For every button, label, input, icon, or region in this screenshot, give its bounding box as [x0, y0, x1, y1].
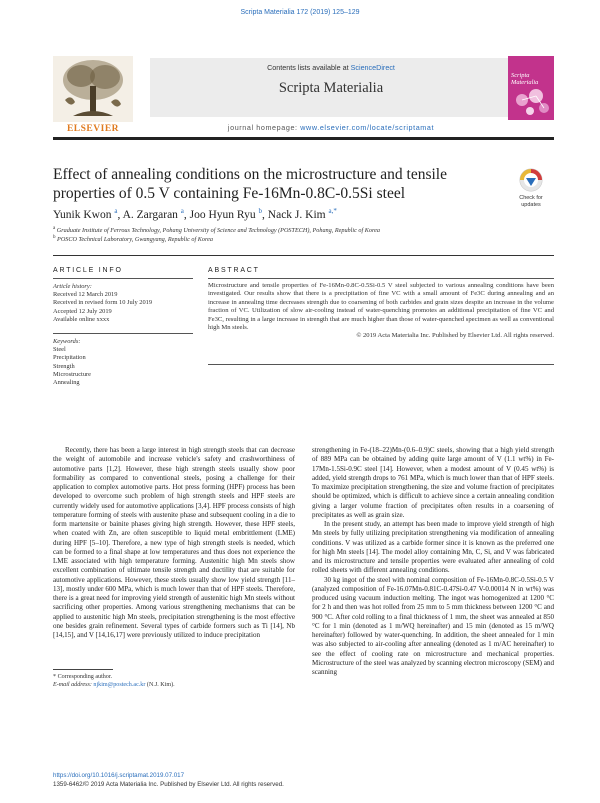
- body-paragraph: In the present study, an attempt has been made to improve yield strength of high Mn steels by fully utilizing precipitation strengthening via modification of annealing conditions. V was utilized as a carbide former since it is known as the preferred one for high Mn steels [14]. The model alloy containing Mn, C, Si, and V was fabricated and its microstructure and tensile properties were evaluated after annealing of cold rolled sheets with different annealing conditions.: [312, 520, 554, 575]
- affiliation-mark: b: [53, 235, 56, 240]
- affiliation: [53, 235, 213, 243]
- abstract-bottom-rule: [208, 364, 554, 365]
- badge-line-1: Check for: [519, 195, 543, 201]
- author-name[interactable]: Nack J. Kim: [267, 208, 326, 221]
- abstract-heading: ABSTRACT: [208, 267, 260, 274]
- homepage-link[interactable]: www.elsevier.com/locate/scriptamat: [300, 123, 435, 132]
- body-column-right: [312, 446, 554, 677]
- author-name[interactable]: Joo Hyun Ryu: [189, 208, 256, 221]
- author-affil-mark[interactable]: a: [180, 207, 184, 215]
- body-column-left: [53, 446, 295, 640]
- history-item: Accepted 12 July 2019: [53, 307, 112, 315]
- contents-prefix: Contents lists available at: [267, 63, 351, 72]
- history-item: Received 12 March 2019: [53, 291, 118, 299]
- affiliation-text: POSCO Technical Laboratory, Gwangyang, Republic of Korea: [57, 236, 213, 244]
- paper-title: Effect of annealing conditions on the microstructure and tensile properties of 0.5 V containing Fe-16Mn-0.8C-0.5Si steel: [53, 166, 447, 202]
- keywords-block: [53, 338, 198, 387]
- corresponding-author-label: * Corresponding author.: [53, 674, 113, 680]
- publisher-wordmark: ELSEVIER: [66, 124, 120, 134]
- email-suffix: (N.J. Kim).: [145, 682, 175, 688]
- contents-available-line: [150, 63, 512, 72]
- keyword: Precipitation: [53, 354, 86, 362]
- header-divider: [53, 137, 554, 140]
- keyword: Microstructure: [53, 370, 91, 378]
- sciencedirect-link[interactable]: ScienceDirect: [350, 63, 395, 72]
- check-for-updates-badge[interactable]: [512, 166, 550, 210]
- journal-reference[interactable]: Scripta Materialia 172 (2019) 125–129: [240, 9, 360, 16]
- history-item: Received in revised form 10 July 2019: [53, 299, 153, 307]
- homepage-prefix: journal homepage:: [227, 123, 301, 132]
- article-history: [53, 283, 198, 324]
- keyword: Steel: [53, 346, 66, 354]
- journal-homepage-line: [150, 123, 512, 132]
- author-affil-mark[interactable]: a: [114, 207, 118, 215]
- keyword: Annealing: [53, 379, 80, 387]
- abstract-block: [208, 282, 554, 341]
- issn-copyright-line: 1359-6462/© 2019 Acta Materialia Inc. Published by Elsevier Ltd. All rights reserved.: [53, 781, 284, 788]
- article-info-rule: [53, 278, 193, 279]
- author-name[interactable]: A. Zargaran: [122, 208, 178, 221]
- abstract-text: Microstructure and tensile properties of Fe-16Mn-0.8C-0.5Si-0.5 V steel subjected to various annealing conditions have been investigated. Our results show that there is a precipitation of fine VC with a small amount of Fe3C during annealing and an increase in annealing time decreases strength due to coarsening of both carbides and grain sizes despite an increase in the volume fraction of VC. Utilization of slow air-cooling instead of water-quenching promotes an additional precipitation of fine VC and Fe3C, resulting in a large increase in strength that are much higher than those of water-quenched specimen as well as conventional high Mn steels.: [208, 282, 554, 332]
- abstract-copyright: © 2019 Acta Materialia Inc. Published by Elsevier Ltd. All rights reserved.: [356, 332, 554, 340]
- author-list: Yunik Kwon $^a$, A. Zargaran $^a$, Joo Hyun Ryu $^b$, Nack J. Kim $^{a,*}$: [53, 207, 337, 221]
- body-paragraph: Recently, there has been a large interest in high strength steels that can decrease the weight of automobile and increase vehicle's safety and crashworthiness of automotive parts [1,2]. However, these high strength steels usually show poor formability as compared to conventional steels, posing a challenge for their application to complex automotive parts. Hot press forming (HPF) process has been developed to overcome such problem of high strength steels and HPF steels are currently widely used for automotive applications [3,4]. HPF process consists of high temperature forming of steels with austenite phase and subsequent cooling in a die to form martensite or bainite phases giving high strength. However, these HPF steels, when coated with Zn, are often susceptible to liquid metal embrittlement (LME) during HPF [5–10]. Therefore, a new type of high strength steels is needed, which can be formed to a final shape at low temperatures and thus does not experience the LME associated with high temperature forming. Austenitic high Mn steels show excellent combination of ultimate tensile strength and ductility that are suitable for automotive applications. However, these steels usually show low yield strength [11–13], mostly under 600 MPa, which is much lower than that of HPF steels. Therefore, there is a great need for improving yield strength of austenitic high Mn steels without sacrificing other properties. Among various strengthening mechanisms that can be applied to austenitic high Mn steels, precipitation strengthening is the most effective one besides grain refinement. Several types of carbide formers such as Ti [14], Nb [14,15], and V [14,16,17] were previously utilized to induce precipitation: [53, 446, 295, 639]
- doi-link[interactable]: https://doi.org/10.1016/j.scriptamat.2019.07.017: [53, 772, 185, 779]
- affiliation-mark: a: [53, 226, 56, 231]
- affiliation: [53, 226, 380, 234]
- journal-title: Scripta Materialia: [278, 80, 384, 96]
- cover-title: Scripta Materialia: [511, 72, 539, 86]
- badge-line-2: updates: [521, 202, 541, 208]
- author-affil-mark[interactable]: b: [258, 207, 263, 215]
- author-affil-mark[interactable]: a,*: [328, 207, 337, 215]
- affiliation-divider: [53, 255, 554, 256]
- keywords-rule: [53, 333, 193, 334]
- email-label: E-mail address:: [53, 682, 94, 688]
- keywords-label: Keywords:: [53, 338, 81, 345]
- history-item: Available online xxxx: [53, 315, 110, 323]
- body-paragraph: strengthening in Fe-(18–22)Mn-(0.6–0.9)C steels, showing that a high yield strength of 889 MPa can be obtained by adding quite large amount of V (1.1 wt%) in Fe-17Mn-1.5Si-0.9C steel [14]. However, when a modest amount of V (0.45 wt%) is added, yield strength drops to 761 MPa, which is much lower than that of HPF steels. To maximize precipitation strengthening, the size and volume fraction of precipitates should be optimized, which is difficult to achieve since a certain annealing condition giving a larger volume fraction of precipitates often results in a coarsening of precipitates as well as grain size.: [312, 446, 554, 519]
- journal-cover-thumbnail: [508, 56, 554, 120]
- affiliation-text: Graduate Institute of Ferrous Technology, Pohang University of Science and Technology (POSTECH), Pohang, Republic of Korea: [56, 227, 380, 235]
- keyword: Strength: [53, 362, 75, 370]
- history-label: Article history:: [53, 283, 92, 290]
- article-info-heading: ARTICLE INFO: [53, 267, 123, 274]
- corresponding-author-footnote: [53, 673, 175, 689]
- abstract-rule: [208, 278, 554, 279]
- footnote-rule: [53, 669, 113, 670]
- author-email-link[interactable]: njkim@postech.ac.kr: [93, 682, 146, 688]
- body-paragraph: 30 kg ingot of the steel with nominal composition of Fe-16Mn-0.8C-0.5Si-0.5 V (analyzed composition of Fe-16.07Mn-0.81C-0.47Si-0.47 V-0.00014 N in wt%) was produced using vacuum induction melting. The ingot was homogenized at 1200 °C for 2 h and then was hot rolled from 25 mm to 5 mm thickness between 1200 °C and 900 °C. After cold rolling to a final thickness of 1 mm, the sheet was annealed at 850 °C for 1 min (denoted as 1 m/WQ hereinafter) and 15 min (denoted as 15 m/WQ hereinafter) followed by water-quenching. In addition, the sheet annealed for 1 min was also subjected to air-cooling after annealing (denoted as 1 m/AC hereinafter) to see the effect of cooling rate on microstructure and mechanical properties. Microstructure of the steel was analyzed by scanning electron microscopy (SEM) and scanning: [312, 575, 554, 676]
- author-name[interactable]: Yunik Kwon: [53, 208, 112, 221]
